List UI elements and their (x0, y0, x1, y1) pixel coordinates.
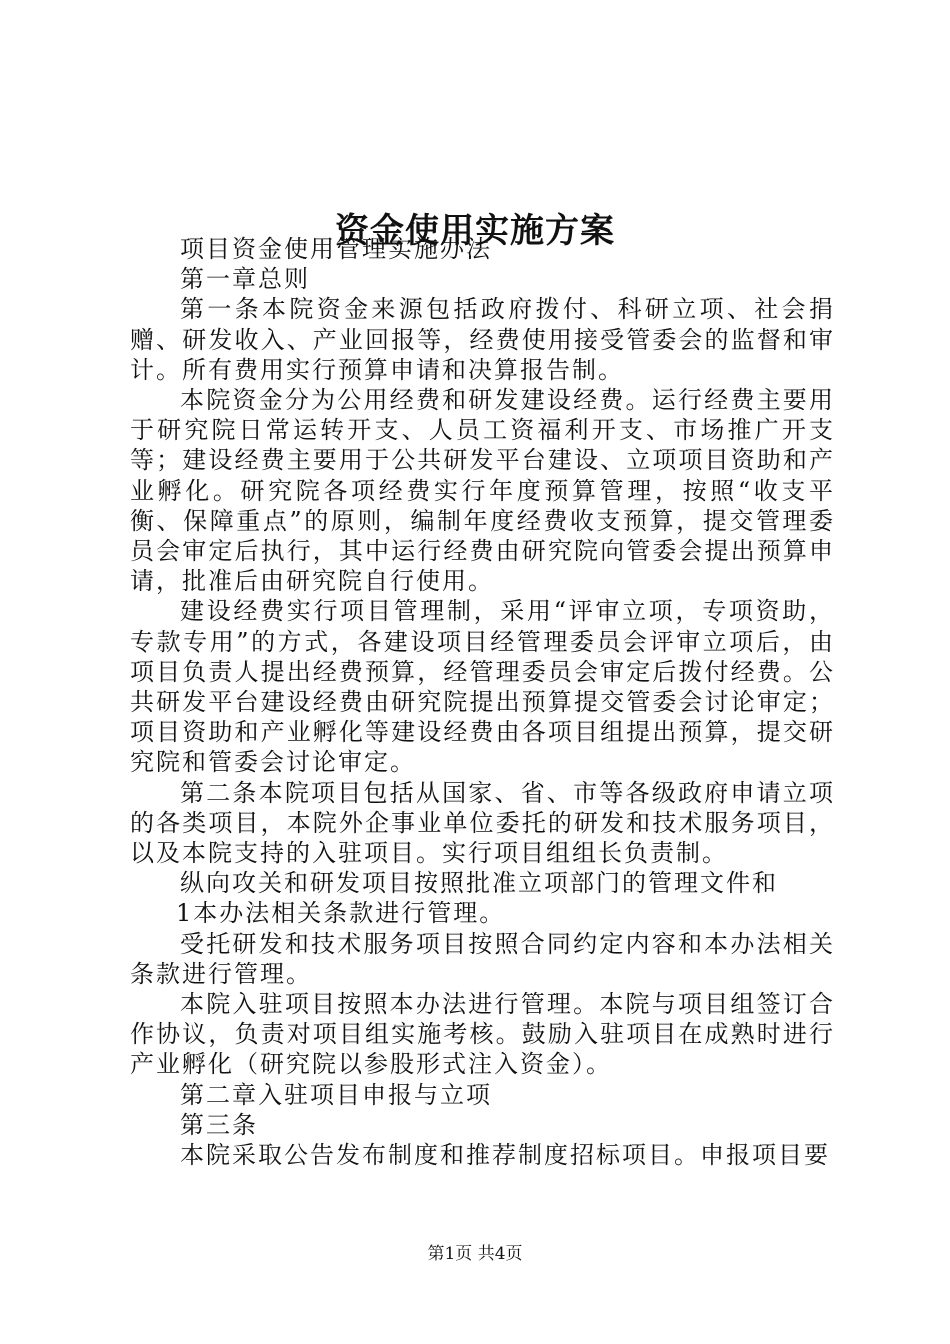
page-footer: 第1页 共4页 (427, 1244, 523, 1264)
document-body (130, 234, 835, 1170)
paragraph-article-1: 第一条本院资金来源包括政府拨付、科研立项、社会捐赠、研发收入、产业回报等，经费使用接受管委会的监督和审计。所有费用实行预算申请和决算报告制。 (130, 295, 835, 384)
paragraph-construction-funds: 建设经费实行项目管理制，采用“评审立项，专项资助，专款专用”的方式，各建设项目经管理委员会评审立项后，由项目负责人提出经费预算，经管理委员会审定后拨付经费。公共研发平台建设经费由研究院提出预算提交管委会讨论审定；项目资助和产业孵化等建设经费由各项目组提出预算，提交研究院和管委会讨论审定。 (130, 597, 835, 777)
document-title: 资金使用实施方案 (335, 210, 615, 251)
paragraph-vertical-projects: 纵向攻关和研发项目按照批准立项部门的管理文件和 (180, 869, 778, 898)
paragraph-chapter-2: 第二章入驻项目申报与立项 (180, 1080, 492, 1109)
paragraph-funds-types: 本院资金分为公用经费和研发建设经费。运行经费主要用于研究院日常运转开支、人员工资福利开支、市场推广开支等；建设经费主要用于公共研发平台建设、立项项目资助和产业孵化。研究院各项经费实行年度预算管理，按照“收支平衡、保障重点”的原则，编制年度经费收支预算，提交管理委员会审定后执行，其中运行经费由研究院向管委会提出预算申请，批准后由研究院自行使用。 (130, 386, 835, 596)
paragraph-article-3: 第三条 (180, 1110, 258, 1139)
paragraph-resident-projects: 本院入驻项目按照本办法进行管理。本院与项目组签订合作协议，负责对项目组实施考核。鼓励入驻项目在成熟时进行产业孵化（研究院以参股形式注入资金）。 (130, 990, 835, 1079)
paragraph-bidding: 本院采取公告发布制度和推荐制度招标项目。申报项目要 (180, 1141, 830, 1170)
paragraph-chapter-1: 第一章总则 (180, 265, 310, 294)
paragraph-entrusted-projects: 受托研发和技术服务项目按照合同约定内容和本办法相关条款进行管理。 (130, 929, 835, 988)
paragraph-subtitle: 项目资金使用管理实施办法 (180, 235, 492, 263)
paragraph-article-2: 第二条本院项目包括从国家、省、市等各级政府申请立项的各类项目，本院外企事业单位委托的研发和技术服务项目，以及本院支持的入驻项目。实行项目组组长负责制。 (130, 778, 835, 868)
paragraph-vertical-projects-cont: 1本办法相关条款进行管理。 (176, 899, 506, 928)
